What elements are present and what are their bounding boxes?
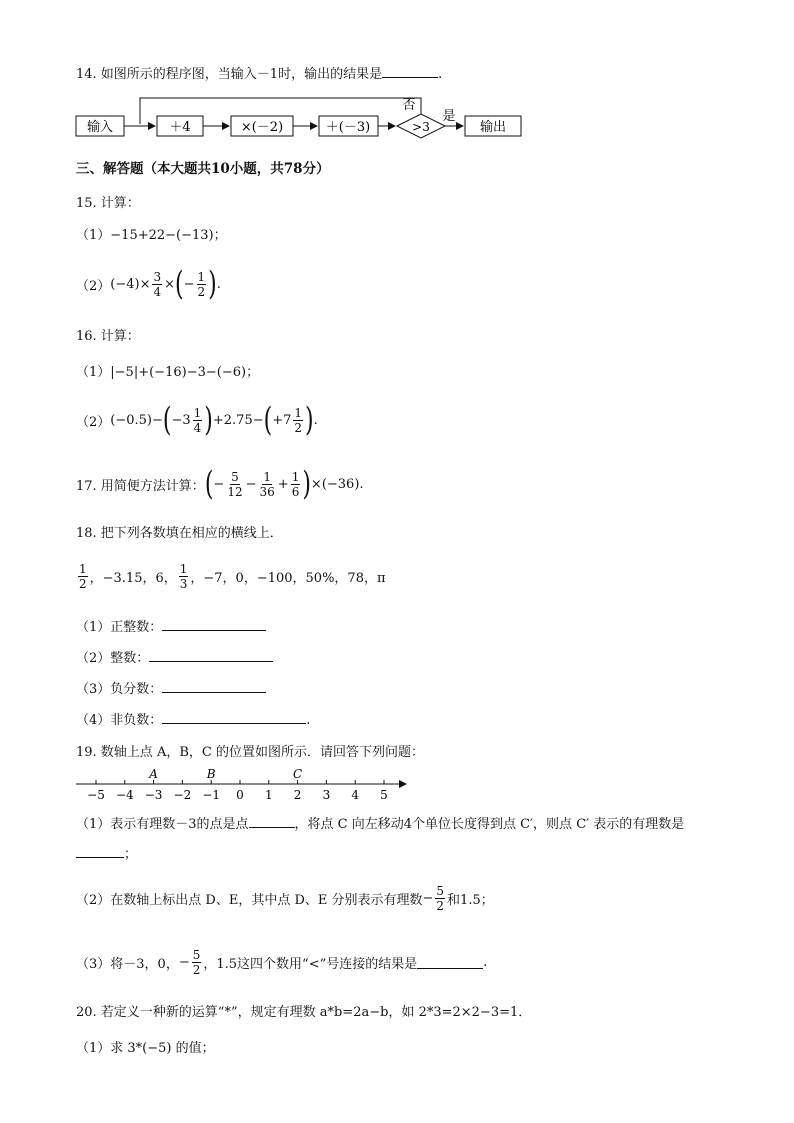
fraction: $\frac{1}{6}$ <box>291 469 300 499</box>
number-line-tick-label: 2 <box>293 788 302 802</box>
number-line-tick-label: −4 <box>115 788 134 802</box>
question-15-title: 15. 计算： <box>76 196 140 211</box>
punctuation: . <box>359 476 364 492</box>
program-flowchart <box>70 90 540 142</box>
flow-no-label: 否 <box>402 98 416 113</box>
flow-times-label: ×(－2) <box>240 120 284 135</box>
part-label: （2） <box>76 414 111 430</box>
number-line-point-C: C <box>293 767 303 781</box>
question-14 <box>76 63 442 82</box>
fraction: $\frac{5}{2}$ <box>192 947 201 977</box>
number-list <box>76 556 386 596</box>
punctuation: ； <box>213 228 227 243</box>
question-15-part1 <box>76 224 227 243</box>
answer-blank <box>417 956 483 969</box>
answer-blank <box>382 65 438 78</box>
fill-in-label: （3）负分数： <box>76 682 163 697</box>
fill-in-label: （4）非负数： <box>76 713 163 728</box>
number-list-text: ，−3.15，6， <box>89 570 177 586</box>
mixed-number-whole: −3 <box>171 412 191 428</box>
fraction: $\frac{1}{36}$ <box>259 469 275 499</box>
fill-in-negative-fractions <box>76 678 266 697</box>
part-label: （1） <box>76 365 111 380</box>
number-line-tick-label: 4 <box>351 788 360 802</box>
question-16-part1 <box>76 361 259 380</box>
fraction: $\frac{1}{3}$ <box>179 561 188 591</box>
number-line-tick-label: 0 <box>236 788 244 802</box>
punctuation: . <box>313 412 318 428</box>
question-text: （1）表示有理数－3的点是点 <box>76 817 249 832</box>
operator: − <box>178 954 190 970</box>
expression: (−0.5)− <box>110 412 163 428</box>
question-text: ，将点 C 向左移动4个单位长度得到点 C′，则点 C′ 表示的有理数是 <box>294 817 685 832</box>
answer-blank <box>162 711 306 724</box>
number-line <box>70 762 415 806</box>
fraction: $\frac{1}{4}$ <box>193 405 202 435</box>
expression: ×(−36) <box>310 476 360 492</box>
fill-in-integers <box>76 647 273 666</box>
fill-in-label: （2）整数： <box>76 651 150 666</box>
fill-in-label: （1）正整数： <box>76 620 163 635</box>
answer-blank <box>149 649 273 662</box>
part-label: （2） <box>76 278 111 294</box>
flow-add4-label: ＋4 <box>169 120 191 135</box>
question-text: （3）将－3，0， <box>76 956 179 972</box>
answer-blank <box>162 680 266 693</box>
expression: −15+22− <box>110 228 177 243</box>
flow-condition-label: >3 <box>412 120 430 134</box>
question-14-end: . <box>438 67 443 82</box>
expression: (−13) <box>176 228 214 243</box>
question-17-text: 17. 用简便方法计算： <box>76 478 205 494</box>
expression: (−4)× <box>110 276 151 292</box>
fill-in-non-negative <box>76 709 310 728</box>
number-line-tick-label: 3 <box>322 788 331 802</box>
question-19-part2 <box>76 878 494 918</box>
flow-yes-label: 是 <box>442 109 456 124</box>
question-17: 17. 用简便方法计算： ( − $\frac{5}{12}$ − $\frac{1}{36}$ + $\frac{1}{6}$ ) ×(−36) . <box>76 465 364 503</box>
fraction: $\frac{3}{4}$ <box>153 269 162 299</box>
fill-in-positive-integers <box>76 616 266 635</box>
question-20-text: 20. 若定义一种新的运算“*”，规定有理数 a*b=2a−b，如 2*3=2×2−3=1． <box>76 1005 532 1020</box>
punctuation: ； <box>124 847 138 862</box>
question-19-part3 <box>76 942 487 982</box>
expression: +(−16)−3−(−6) <box>138 365 247 380</box>
question-18-text: 18. 把下列各数填在相应的横线上． <box>76 526 283 541</box>
flow-output-label: 输出 <box>479 120 507 135</box>
flow-input-label: 输入 <box>86 120 114 135</box>
punctuation: ； <box>246 365 260 380</box>
question-19-text: 19. 数轴上点 A，B，C 的位置如图所示．请回答下列问题： <box>76 745 424 760</box>
number-line-point-B: B <box>206 767 216 781</box>
question-16-title: 16. 计算： <box>76 329 140 344</box>
answer-blank <box>162 618 266 631</box>
number-line-tick-label: −3 <box>144 788 163 802</box>
operator: × <box>164 276 176 292</box>
number-line-tick-label: −5 <box>87 788 105 802</box>
number-line-tick-label: 1 <box>264 788 273 802</box>
number-line-tick-label: −2 <box>173 788 192 802</box>
question-text: ，1.5这四个数用“<”号连接的结果是 <box>203 956 418 972</box>
question-19-part1-cont <box>76 843 137 862</box>
part-label: （1） <box>76 228 111 243</box>
question-15-part2: （2） (−4)× $\frac{3}{4}$ × ( − $\frac{1}{2}$ ) . <box>76 265 221 303</box>
fraction: $\frac{1}{2}$ <box>197 269 206 299</box>
section-heading: 三、解答题（本大题共10小题，共78分） <box>76 161 330 177</box>
question-text: 和1.5； <box>447 892 494 908</box>
question-19-part1 <box>76 813 684 832</box>
number-line-point-A: A <box>149 767 158 781</box>
mixed-number-whole: +7 <box>272 412 292 428</box>
flow-plus-label: ＋(－3) <box>325 120 371 135</box>
number-line-tick-label: −1 <box>202 788 221 802</box>
number-list-text: ，−7，0，−100，50%，78，π <box>190 570 386 586</box>
answer-blank <box>76 845 124 858</box>
operator: − <box>183 276 195 292</box>
answer-blank <box>249 815 295 828</box>
fraction: $\frac{1}{2}$ <box>294 405 303 435</box>
punctuation: . <box>216 276 221 292</box>
question-text: （2）在数轴上标出点 D、E，其中点 D、E 分别表示有理数 <box>76 892 423 908</box>
question-16-part2: （2） (−0.5)− ( −3 $\frac{1}{4}$ ) +2.75− ( +7 $\frac{1}{2}$ ) . <box>76 401 318 439</box>
number-line-tick-label: 5 <box>380 788 388 802</box>
operator: − <box>422 890 434 906</box>
fraction: $\frac{5}{2}$ <box>436 883 445 913</box>
question-20-part1: （1）求 3*(−5) 的值； <box>76 1041 215 1056</box>
fraction: $\frac{5}{12}$ <box>227 469 243 499</box>
punctuation: . <box>306 713 311 728</box>
fraction: $\frac{1}{2}$ <box>79 561 87 591</box>
punctuation: . <box>483 954 488 970</box>
question-14-text: 14. 如图所示的程序图，当输入－1时，输出的结果是 <box>76 67 383 82</box>
expression: +2.75− <box>212 412 264 428</box>
expression: |−5| <box>110 365 139 380</box>
